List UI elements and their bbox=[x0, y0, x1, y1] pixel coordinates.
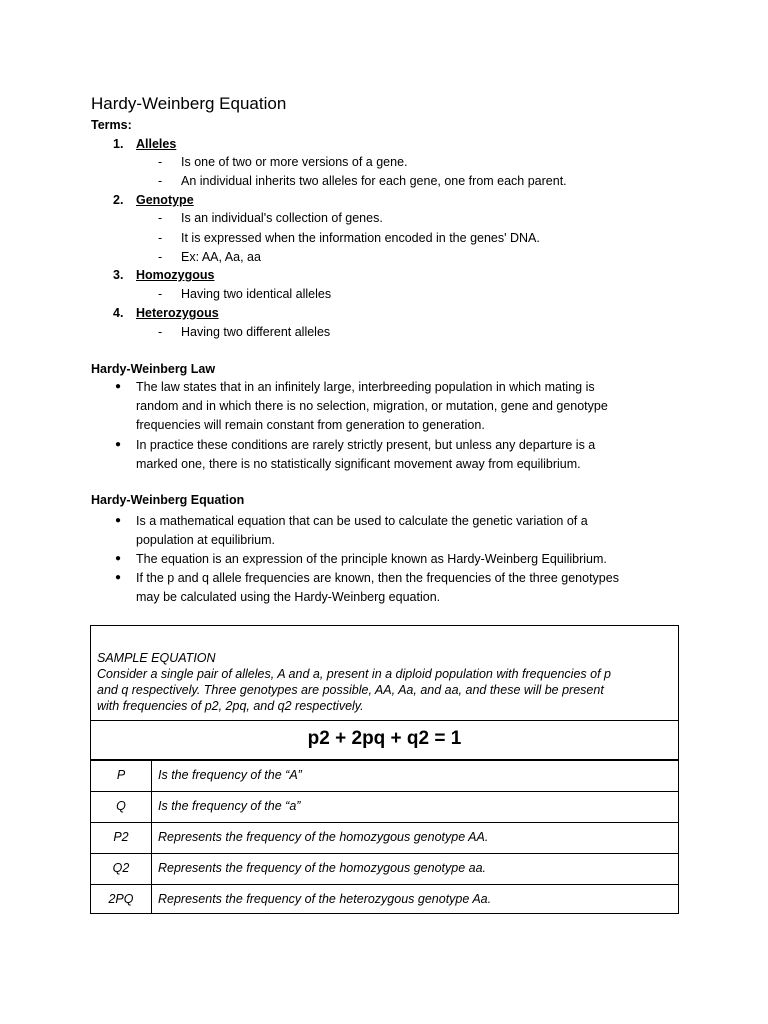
description-cell: Represents the frequency of the homozygous genotype aa. bbox=[158, 861, 486, 875]
table-divider bbox=[91, 791, 678, 792]
term-detail: Is an individual's collection of genes. bbox=[181, 211, 383, 225]
symbol-cell: P bbox=[116, 768, 126, 782]
text-line: Consider a single pair of alleles, A and a, present in a diploid population with frequencies of p bbox=[97, 667, 611, 681]
table-divider bbox=[91, 822, 678, 823]
table-divider bbox=[91, 720, 678, 721]
term-number: 3. bbox=[113, 268, 124, 282]
equation-bullet-text bbox=[136, 550, 676, 569]
equation-formula: p2 + 2pq + q2 = 1 bbox=[307, 728, 462, 749]
law-heading: Hardy-Weinberg Law bbox=[91, 362, 216, 376]
text-line: frequencies will remain constant from generation to generation. bbox=[136, 418, 485, 432]
text-line: random and in which there is no selection, migration, or mutation, gene and genotype bbox=[136, 399, 608, 413]
bullet-marker: ● bbox=[115, 553, 122, 564]
symbol-cell: P2 bbox=[113, 830, 129, 844]
text-line: marked one, there is no statistically significant movement away from equilibrium. bbox=[136, 457, 581, 471]
dash-marker: - bbox=[158, 211, 163, 225]
text-line: In practice these conditions are rarely strictly present, but unless any departure is a bbox=[136, 438, 596, 452]
term-detail: An individual inherits two alleles for each gene, one from each parent. bbox=[181, 174, 567, 188]
table-divider bbox=[91, 884, 678, 885]
text-line: population at equilibrium. bbox=[136, 533, 275, 547]
law-bullet-text bbox=[136, 436, 676, 474]
symbol-cell: 2PQ bbox=[108, 892, 134, 906]
term-number: 4. bbox=[113, 306, 124, 320]
equation-bullet-text bbox=[136, 569, 676, 607]
dash-marker: - bbox=[158, 155, 163, 169]
description-cell: Represents the frequency of the homozygous genotype AA. bbox=[158, 830, 489, 844]
dash-marker: - bbox=[158, 174, 163, 188]
dash-marker: - bbox=[158, 287, 163, 301]
sample-equation-table bbox=[90, 625, 679, 914]
term-detail: Is one of two or more versions of a gene. bbox=[181, 155, 408, 169]
dash-marker: - bbox=[158, 250, 163, 264]
term-detail: It is expressed when the information encoded in the genes' DNA. bbox=[181, 231, 540, 245]
text-line: may be calculated using the Hardy-Weinberg equation. bbox=[136, 590, 441, 604]
table-divider bbox=[91, 759, 678, 761]
term-detail: Having two identical alleles bbox=[181, 287, 332, 301]
term-detail: Ex: AA, Aa, aa bbox=[181, 250, 261, 264]
term-alleles: Alleles bbox=[136, 137, 177, 151]
sample-intro bbox=[97, 650, 672, 714]
text-line: with frequencies of p2, 2pq, and q2 respectively. bbox=[97, 699, 364, 713]
bullet-marker: ● bbox=[115, 439, 122, 450]
text-line: If the p and q allele frequencies are known, then the frequencies of the three genotypes bbox=[136, 571, 619, 585]
term-number: 2. bbox=[113, 193, 124, 207]
text-line: and q respectively. Three genotypes are possible, AA, Aa, and aa, and these will be present bbox=[97, 683, 604, 697]
sample-label: SAMPLE EQUATION bbox=[97, 651, 216, 665]
symbol-cell: Q2 bbox=[112, 861, 130, 875]
text-line: The law states that in an infinitely large, interbreeding population in which mating is bbox=[136, 380, 595, 394]
term-heterozygous: Heterozygous bbox=[136, 306, 219, 320]
equation-heading: Hardy-Weinberg Equation bbox=[91, 493, 245, 507]
dash-marker: - bbox=[158, 231, 163, 245]
terms-label: Terms: bbox=[91, 118, 132, 132]
text-line: Is a mathematical equation that can be used to calculate the genetic variation of a bbox=[136, 514, 588, 528]
equation-bullet-text bbox=[136, 512, 676, 550]
law-bullet-text bbox=[136, 378, 676, 435]
bullet-marker: ● bbox=[115, 515, 122, 526]
table-column-divider bbox=[151, 760, 152, 913]
description-cell: Is the frequency of the “a” bbox=[158, 799, 301, 813]
text-line: The equation is an expression of the principle known as Hardy-Weinberg Equilibrium. bbox=[136, 552, 607, 566]
dash-marker: - bbox=[158, 325, 163, 339]
term-number: 1. bbox=[113, 137, 124, 151]
table-divider bbox=[91, 853, 678, 854]
description-cell: Represents the frequency of the heterozygous genotype Aa. bbox=[158, 892, 492, 906]
document-title: Hardy-Weinberg Equation bbox=[91, 94, 287, 113]
bullet-marker: ● bbox=[115, 381, 122, 392]
term-homozygous: Homozygous bbox=[136, 268, 215, 282]
description-cell: Is the frequency of the “A” bbox=[158, 768, 302, 782]
term-detail: Having two different alleles bbox=[181, 325, 331, 339]
bullet-marker: ● bbox=[115, 572, 122, 583]
term-genotype: Genotype bbox=[136, 193, 194, 207]
symbol-cell: Q bbox=[116, 799, 126, 813]
